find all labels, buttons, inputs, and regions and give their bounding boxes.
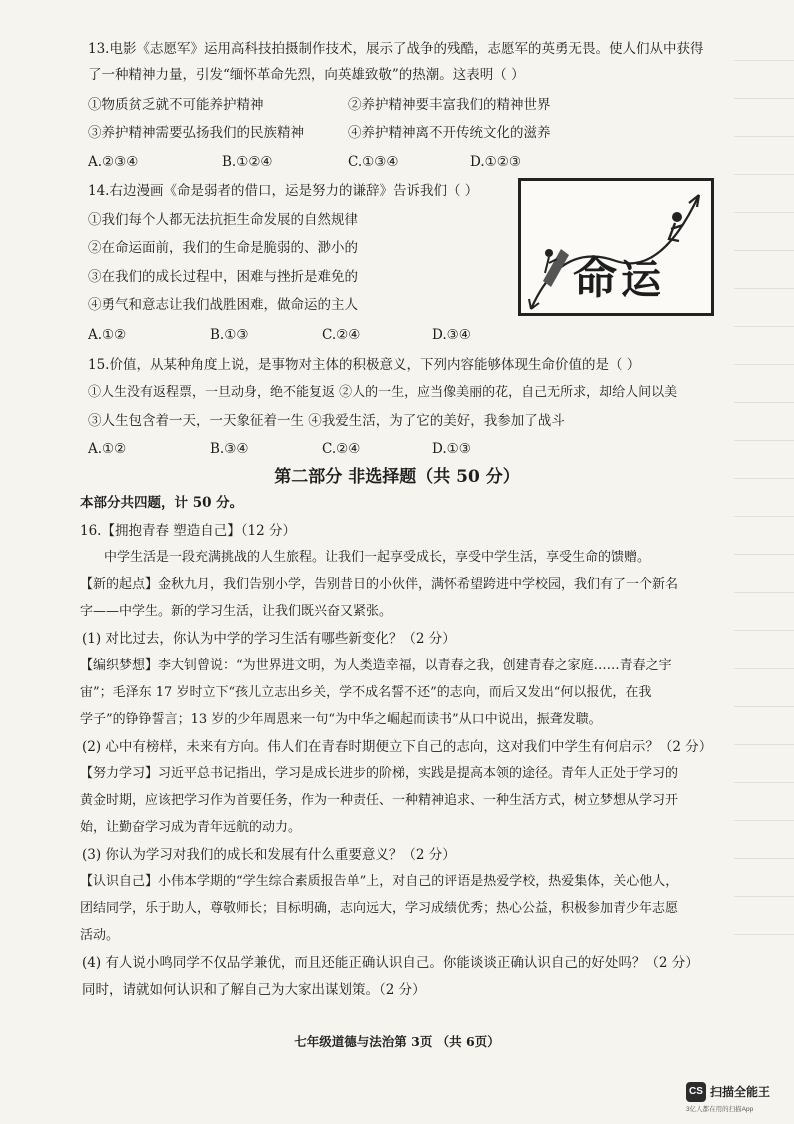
q16-intro: 中学生活是一段充满挑战的人生旅程。让我们一起享受成长，享受中学生活，享受生命的馈赠。 <box>104 550 651 565</box>
cartoon-char-yun: 运 <box>621 257 661 303</box>
q16-study-1: 【努力学习】习近平总书记指出，学习是成长进步的阶梯，实践是提高本领的途径。青年人正处于学习的 <box>80 766 679 781</box>
q16-dream-2: 宙”；毛泽东 17 岁时立下“孩儿立志出乡关，学不成名誓不还”的志向，而后又发出“何以报优，在我 <box>80 685 652 700</box>
q15-statements-2: ③人生包含着一天，一天象征着一生 ④我爱生活，为了它的美好，我参加了战斗 <box>88 413 565 429</box>
q14-option-a: A.①② <box>88 327 127 343</box>
q15-option-d: D.①③ <box>432 441 471 457</box>
part2-heading: 第二部分 非选择题（共 50 分） <box>274 467 520 487</box>
q15-stem: 15.价值，从某种角度上说，是事物对主体的积极意义，下列内容能够体现生命价值的是（ ） <box>88 357 641 373</box>
q16-title: 16.【拥抱青春 塑造自己】（12 分） <box>80 523 296 539</box>
q14-statement-3: ③在我们的成长过程中，困难与挫折是难免的 <box>88 269 358 285</box>
q14-statement-2: ②在命运面前，我们的生命是脆弱的、渺小的 <box>88 240 358 256</box>
q16-sub-question-1: (1) 对比过去，你认为中学的学习生活有哪些新变化？（2 分） <box>82 631 456 647</box>
q16-new-start-2: 字——中学生。新的学习生活，让我们既兴奋又紧张。 <box>80 604 393 619</box>
q13-stem-line1: 13.电影《志愿军》运用高科技拍摄制作技术，展示了战争的残酷，志愿军的英勇无畏。使人们从中获得 <box>88 41 704 57</box>
q16-sub-question-2: (2) 心中有榜样，未来有方向。伟人们在青春时期便立下自己的志向，这对我们中学生有何启示？（2 分） <box>82 739 713 755</box>
q15-option-a: A.①② <box>88 441 127 457</box>
q15-statements-1: ①人生没有返程票，一旦动身，绝不能复返 ②人的一生，应当像美丽的花，自己无所求，却给人间以美 <box>88 385 678 400</box>
bleed-through-shadow <box>734 60 794 960</box>
q13-option-a: A.②③④ <box>88 154 139 170</box>
q13-stem-line2: 了一种精神力量，引发“缅怀革命先烈，向英雄致敬”的热潮。这表明（ ） <box>88 67 525 83</box>
q16-dream-3: 学子”的铮铮誓言；13 岁的少年周恩来一句“为中华之崛起而读书”从口中说出，振聋发聩。 <box>80 712 602 727</box>
q16-study-2: 黄金时期，应该把学习作为首要任务，作为一种责任、一种精神追求、一种生活方式，树立梦想从学习开 <box>80 793 679 808</box>
q14-option-b: B.①③ <box>210 327 249 343</box>
cartoon-char-ming: 命 <box>573 253 617 304</box>
page-footer: 七年级道德与法治第 3页 （共 6页） <box>294 1034 500 1049</box>
q16-know-self-3: 活动。 <box>80 928 120 943</box>
q14-stem: 14.右边漫画《命是弱者的借口，运是努力的谦辞》告诉我们（ ） <box>88 183 479 199</box>
q15-option-c: C.②④ <box>322 441 361 457</box>
q14-statement-1: ①我们每个人都无法抗拒生命发展的自然规律 <box>88 212 358 228</box>
q15-option-b: B.③④ <box>210 441 249 457</box>
q13-statement-1: ①物质贫乏就不可能养护精神 <box>88 97 264 113</box>
camscanner-logo-icon: CS <box>686 1082 706 1102</box>
q16-sub-question-4: (4) 有人说小鸣同学不仅品学兼优，而且还能正确认识自己。你能谈谈正确认识自己的好处吗？（2 分） <box>82 955 699 971</box>
cartoon-drawing <box>521 181 711 313</box>
q14-statement-4: ④勇气和意志让我们战胜困难，做命运的主人 <box>88 297 358 313</box>
scanner-app-name: 扫描全能王 <box>710 1085 771 1099</box>
q16-sub-question-4-cont: 同时，请就如何认识和了解自己为大家出谋划策。（2 分） <box>82 982 426 998</box>
q13-statement-3: ③养护精神需要弘扬我们的民族精神 <box>88 125 304 141</box>
q16-new-start-1: 【新的起点】金秋九月，我们告别小学，告别昔日的小伙伴，满怀希望跨进中学校园，我们有了一个新名 <box>80 577 679 592</box>
q14-option-c: C.②④ <box>322 327 361 343</box>
q16-know-self-2: 团结同学，乐于助人，尊敬师长；目标明确，志向远大，学习成绩优秀；热心公益，积极参加青少年志愿 <box>80 901 679 916</box>
scanner-tagline: 3亿人都在用的扫描App <box>686 1106 754 1113</box>
part2-intro: 本部分共四题，计 50 分。 <box>80 495 244 511</box>
q16-know-self-1: 【认识自己】小伟本学期的“学生综合素质报告单”上，对自己的评语是热爱学校，热爱集体，关心他人， <box>80 874 679 889</box>
q13-option-d: D.①②③ <box>470 154 521 170</box>
q13-option-b: B.①②④ <box>222 154 273 170</box>
scanner-watermark <box>686 1080 786 1116</box>
q14-option-d: D.③④ <box>432 327 471 343</box>
q13-statement-4: ④养护精神离不开传统文化的滋养 <box>348 125 551 141</box>
q13-option-c: C.①③④ <box>348 154 399 170</box>
q16-sub-question-3: (3) 你认为学习对我们的成长和发展有什么重要意义？（2 分） <box>82 847 456 863</box>
q16-study-3: 始，让勤奋学习成为青年远航的动力。 <box>80 820 302 835</box>
q16-dream-1: 【编织梦想】李大钊曾说：“为世界进文明，为人类造幸福，以青春之我，创建青春之家庭……青春之宇 <box>80 658 672 673</box>
cartoon-fate-luck <box>518 178 714 316</box>
q13-statement-2: ②养护精神要丰富我们的精神世界 <box>348 97 551 113</box>
